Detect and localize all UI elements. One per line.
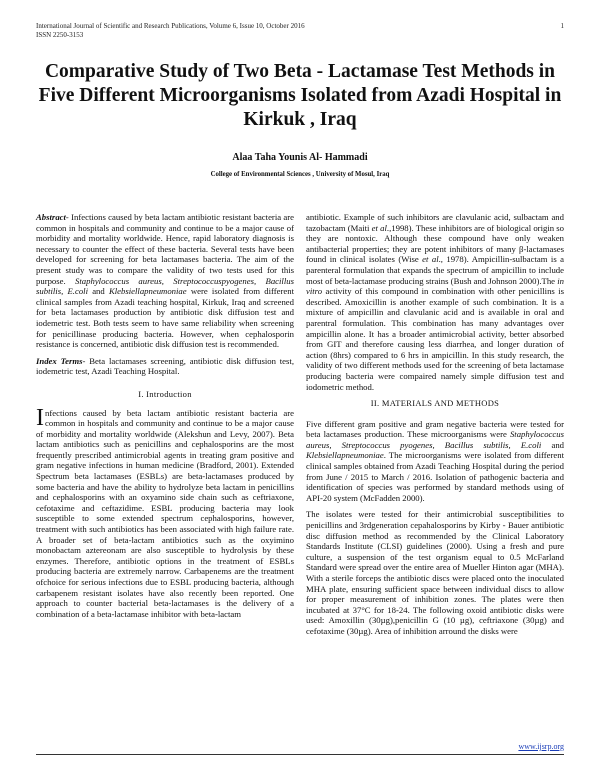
abstract-label: Abstract-: [36, 212, 69, 222]
section-heading-introduction: I. Introduction: [138, 388, 192, 399]
page-number: 1: [560, 22, 564, 30]
page-footer: [36, 744, 564, 755]
paper-title: Comparative Study of Two Beta - Lactamase Test Methods in Five Different Microorganisms Isolated from Azadi Hospital in Kirkuk , Iraq: [38, 61, 562, 130]
author-name: Alaa Taha Younis Al- Hammadi: [232, 152, 368, 163]
methods-paragraph-2: The isolates were tested for their antimicrobial susceptibilities to penicillins and 3rdgeneration cepahalosporins by Kirby - Bauer antibiotic disc diffusion method as recommended by the Clinical Laboratory Standards Institute (CLSI) guidelines (2000). Using a fresh and pure culture, a suspension of the test organism equal to 0.5 McFarland Standard were spread over the entire area of Mueller Hinton agar (MHA). With a sterile forceps the antibiotic discs were placed onto the inoculated MHA plate, ensuring sufficient space between individual discs to allow for proper measurement of inhibition zones. The plates were then incubated at 37°C for 18-24. The following oxoid antibiotic disks were used: Amoxillin (30µg),penicillin G (10 µg), ceftriaxone (30µg) and cefotaxime (30µg). Area of inhibition arround the disks were: [306, 509, 564, 636]
drop-cap: I: [36, 404, 44, 431]
left-column: [36, 212, 294, 625]
methods-paragraph-1: Five different gram positive and gram negative bacteria were tested for beta lactamases production. These microorganisms were Staphylococcus aureus, Streptococcus pyogenes, Bacillus subtilis, E.coli and Klebsiellapneumoniae. The microorganisms were isolated from different clinical samples obtained from Azadi Teaching Hospital during the period from June / 2015 to March / 2016. Isolation of pathogenic bacteria and identification of species was performed by standard methods using of API-20 system (McFadden 2000).: [306, 418, 565, 503]
section-heading-methods: II. MATERIALS AND METHODS: [370, 398, 500, 409]
index-terms-label: Index Terms: [36, 355, 83, 366]
author-affiliation: College of Environmental Sciences , University of Mosul, Iraq: [210, 171, 390, 178]
journal-name: International Journal of Scientific and Research Publications, Volume 6, Issue 10, October 2016: [36, 22, 305, 30]
abstract: Abstract- Infections caused by beta lactam antibiotic resistant bacteria are common in hospitals and community and continue to be a major cause of morbidity and mortality worldwide. Hence, rapid laboratory diagnosis is necessary to counter the effect of these bacteria. Several tests have been developed for screening for beta lactamases bacteria. The aim of the present study was to compare the validity of two tests used for this purpose. Staphylococcus aureus, Streptococcuspyogenes, Bacillus subtilis, E.coli and Klebsiellapneumoniae were isolated from different clinical samples from Azadi teaching hospital, Kirkuk, Iraq and screened for beta lactamases production by antibiotic disk diffusion test and iodemetric test. Both tests seem to have same reliability when screening for penicillinase producing bacteria. However, when cephalosporin resistance is concerned, antibiotic disk diffusion test is recommended.: [36, 212, 294, 350]
running-header: [36, 22, 564, 40]
introduction-paragraph: Infections caused by beta lactam antibiotic resistant bacteria are common in hospitals and community and continue to be a major cause of morbidity and mortality worldwide (Alekshun and Levy, 2007). Beta lactam antibiotics such as penicillins and cephalosporins are the most frequently prescribed antimicrobial agents in treating gram positive and gram negative infections in human medicine (Bradford, 2001). Extended Spectrum beta lactamases (ESBLs) are beta-lactamases produced by some bacteria and have the ability to hydrolyze beta lactam in penicillins and cephalosporins with an oxyamino side chain such as ceftriaxone, cefotaxime and ceftazidime. ESBL producing bacteria may look susceptible to some extended spectrum cephalosporins, however, treatment with such antibiotics has been associated with high failure rate. A broader set of beta-lactam antibiotics such as the oxyimino monobactam aztereonam are also susceptible to hydrolysis by these enzymes. Therefore, antibiotic options in the treatment of ESBLs producing bacteria are extremely narrow. Carbapenems are the treatment ofchoice for serious infections due to ESBL producing bacteria, although carbapenem resistant isolates have also recently been reported. One approach to counter bacterial beta-lactamases is the delivery of a combination of a beta-lactamase inhibitor with beta-lactam: [36, 404, 294, 619]
right-column: [306, 212, 564, 643]
introduction-continued: antibiotic. Example of such inhibitors are clavulanic acid, sulbactam and tazobactam (Maiti et al.,1998). These inhibitors are of biological origin so they are nontoxic. Although these compound have only weaken antibacterial properties; they are potent inhibitors of many β-lactamases found in clinical isolates (Wise et al., 1978). Ampicillin-sulbactam is a parenteral formulation that expands the spectrum of ampicillin to include most of beta-lactamase producing strains (Bush and Johnson 2000).The in vitro activity of this compound in combination with other penicillins is described. Amoxicillin is another example of such combination. It is a mixture of ampicillin and clavulanic acid and is available in oral and parentral formulation. This combination has many advantages over ampicillin alone. It has a broader antimicrobial activity, better absorbed from GIT and therefore causing less diarrhea, and longer duration of action (8hrs) compared to 6 hrs in ampicillin. In this study research, the validity of two different methods used for the screening of beta lactamase producing bacteria were compaired namely simple diffusion test and iodometric method.: [306, 212, 565, 392]
journal-url-link[interactable]: www.ijsrp.org: [518, 742, 564, 751]
issn: ISSN 2250-3153: [36, 31, 84, 39]
index-terms: Index Terms- Beta lactamases screening, antibiotic disk diffusion test, iodemetric test, Azadi Teaching Hospital.: [36, 355, 295, 377]
